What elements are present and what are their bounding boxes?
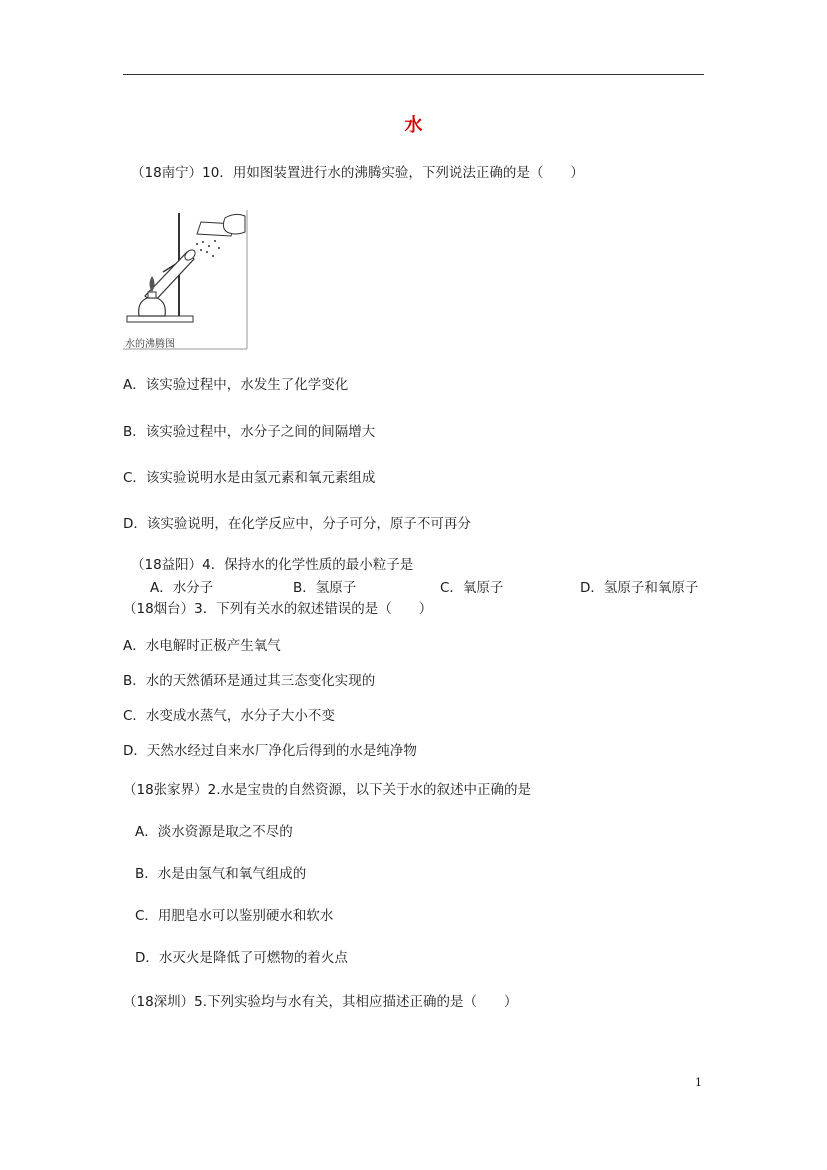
boiling-apparatus-figure bbox=[123, 210, 248, 350]
option-d: D．该实验说明，在化学反应中，分子可分，原子不可再分 bbox=[123, 516, 471, 532]
option-b: B．水是由氢气和氧气组成的 bbox=[135, 866, 307, 882]
option-c: C．用肥皂水可以鉴别硬水和软水 bbox=[135, 908, 334, 924]
page-title: 水 bbox=[404, 115, 423, 136]
option-a: A．水分子 bbox=[150, 580, 214, 596]
option-a: A．淡水资源是取之不尽的 bbox=[135, 824, 293, 840]
page-number: 1 bbox=[695, 1076, 702, 1089]
option-a: A．水电解时正极产生氧气 bbox=[123, 638, 281, 654]
figure-caption: 水的沸腾图 bbox=[125, 339, 175, 350]
option-d: D．天然水经过自来水厂净化后得到的水是纯净物 bbox=[123, 743, 417, 759]
question-stem: （18南宁）10．用如图装置进行水的沸腾实验，下列说法正确的是（ ） bbox=[131, 165, 584, 181]
question-stem: （18深圳）5.下列实验均与水有关，其相应描述正确的是（ ） bbox=[123, 994, 518, 1010]
option-b: B．水的天然循环是通过其三态变化实现的 bbox=[123, 673, 376, 689]
header-rule bbox=[123, 74, 704, 75]
option-b: B．该实验过程中，水分子之间的间隔增大 bbox=[123, 424, 376, 440]
question-stem: （18张家界）2.水是宝贵的自然资源，以下关于水的叙述中正确的是 bbox=[123, 782, 532, 798]
option-c: C．氧原子 bbox=[440, 580, 504, 596]
option-d: D．水灭火是降低了可燃物的着火点 bbox=[135, 950, 348, 966]
option-a: A．该实验过程中，水发生了化学变化 bbox=[123, 377, 349, 393]
option-d: D．氢原子和氧原子 bbox=[580, 580, 699, 596]
option-b: B．氢原子 bbox=[293, 580, 357, 596]
question-stem: （18益阳）4．保持水的化学性质的最小粒子是 bbox=[131, 557, 414, 573]
apparatus-illustration bbox=[123, 210, 248, 350]
option-c: C．该实验说明水是由氢元素和氧元素组成 bbox=[123, 470, 376, 486]
option-c: C．水变成水蒸气，水分子大小不变 bbox=[123, 708, 335, 724]
question-stem: （18烟台）3．下列有关水的叙述错误的是（ ） bbox=[123, 601, 433, 617]
